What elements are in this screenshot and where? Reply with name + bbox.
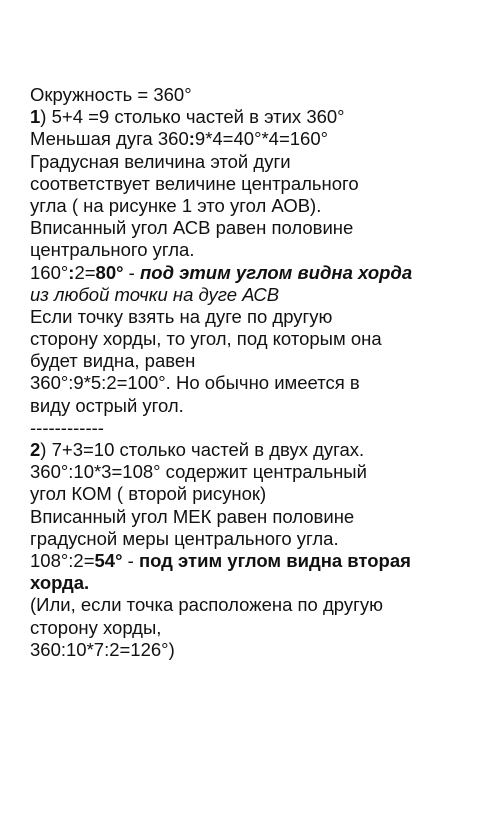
text-smaller-arc: Меньшая дуга 360: [30, 128, 189, 150]
text-line: виду острый угол.: [30, 394, 184, 416]
line-2: [30, 106, 495, 128]
line-18: [30, 461, 495, 483]
line-21: [30, 528, 495, 550]
emphasis-text: хорда.: [30, 572, 90, 594]
text-calc: 2=: [74, 261, 96, 283]
text-line: (Или, если точка расположена по другую: [30, 594, 383, 616]
line-8: [30, 239, 495, 261]
text-line: Вписанный угол МЕК равен половине: [30, 505, 355, 527]
line-17: [30, 439, 495, 461]
result-angle-80: 80°: [95, 261, 124, 283]
text-line: угла ( на рисунке 1 это угол АОВ).: [30, 194, 322, 216]
line-4: [30, 151, 495, 173]
line-5: [30, 173, 495, 195]
line-22: [30, 550, 495, 572]
text-parts-count: ) 5+4 =9 столько частей в этих 360°: [40, 106, 345, 128]
result-angle-54: 54°: [94, 549, 123, 571]
text-line: центрального угла.: [30, 239, 195, 261]
line-6: [30, 195, 495, 217]
text-line: сторону хорды,: [30, 616, 162, 638]
step-number-2: 2: [30, 439, 41, 460]
line-10: [30, 284, 495, 306]
line-11: [30, 306, 495, 328]
line-12: [30, 328, 495, 350]
line-24: [30, 594, 495, 616]
text-parts-count: ) 7+3=10 столько частей в двух дугах.: [40, 439, 365, 460]
text-line: 360°:9*5:2=100°. Но обычно имеется в: [30, 372, 360, 394]
line-9: [30, 262, 495, 284]
line-16: [30, 417, 495, 439]
line-13: [30, 350, 495, 372]
line-23: [30, 572, 495, 594]
text-line: 360°:10*3=108° содержит центральный: [30, 461, 367, 483]
text-colon: :: [188, 128, 195, 150]
text-dash: -: [123, 261, 140, 283]
line-15: [30, 395, 495, 417]
line-7: [30, 217, 495, 239]
text-line: Если точку взять на дуге по другую: [30, 305, 333, 327]
text-line: будет видна, равен: [30, 350, 196, 372]
emphasis-text: под этим углом видна вторая: [138, 549, 411, 571]
line-14: [30, 372, 495, 394]
text-calc: 160°: [30, 261, 69, 283]
line-19: [30, 483, 495, 505]
line-3: [30, 128, 495, 150]
emphasis-text: под этим углом видна хорда: [139, 261, 413, 283]
text-calc: 108°:2=: [30, 549, 95, 571]
text-line: Градусная величина этой дуги: [30, 150, 291, 172]
separator: ------------: [30, 416, 104, 438]
solution-text: [30, 84, 495, 661]
text-smaller-arc-calc: 9*4=40°*4=160°: [194, 128, 329, 150]
line-20: [30, 506, 495, 528]
line-26: [30, 639, 495, 661]
text-line: угол КОМ ( второй рисунок): [30, 483, 267, 505]
text-circle-total: Окружность = 360°: [30, 84, 192, 105]
italic-text: из любой точки на дуге АСВ: [30, 283, 280, 305]
text-line: Вписанный угол АСВ равен половине: [30, 217, 354, 239]
text-line: сторону хорды, то угол, под которым она: [30, 328, 382, 350]
text-dash: -: [122, 549, 139, 571]
text-colon: :: [68, 261, 75, 283]
text-line: 360:10*7:2=126°): [30, 638, 175, 660]
step-number-1: 1: [30, 106, 41, 128]
text-line: градусной меры центрального угла.: [30, 527, 339, 549]
line-1: [30, 84, 495, 106]
line-25: [30, 617, 495, 639]
text-line: соответствует величине центрального: [30, 172, 359, 194]
